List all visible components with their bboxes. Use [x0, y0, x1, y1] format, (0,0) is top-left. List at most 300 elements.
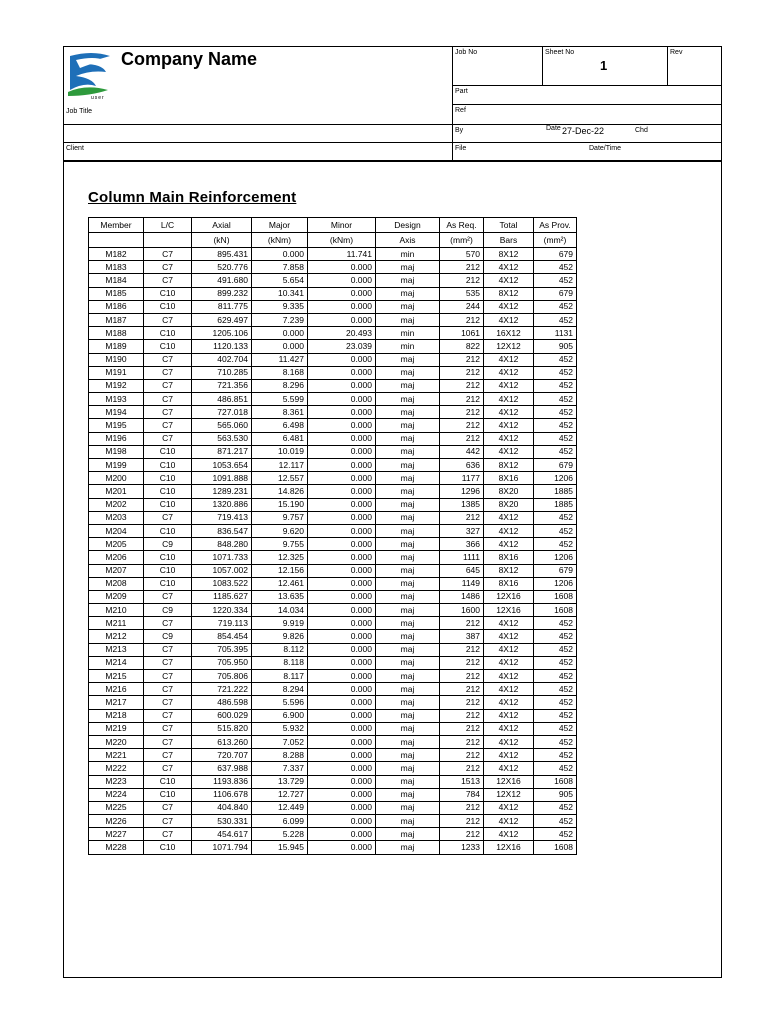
job-no-label: Job No [455, 49, 478, 56]
table-cell: 1513 [440, 775, 484, 788]
table-cell: 895.431 [192, 248, 252, 261]
table-cell: C7 [144, 274, 192, 287]
table-cell: 6.900 [252, 709, 308, 722]
table-cell: 0.000 [308, 472, 376, 485]
table-cell: C7 [144, 313, 192, 326]
table-row [89, 801, 577, 814]
table-cell: 535 [440, 287, 484, 300]
table-cell: 9.620 [252, 524, 308, 537]
table-row [89, 274, 577, 287]
table-row [89, 815, 577, 828]
table-cell: 600.029 [192, 709, 252, 722]
table-cell: 4X12 [484, 511, 534, 524]
table-cell: 0.000 [308, 841, 376, 854]
table-cell: 452 [534, 709, 577, 722]
table-cell: C10 [144, 788, 192, 801]
table-cell: maj [376, 749, 440, 762]
table-cell: 570 [440, 248, 484, 261]
table-cell: C7 [144, 511, 192, 524]
table-cell: C7 [144, 643, 192, 656]
table-cell: C10 [144, 287, 192, 300]
table-cell: 4X12 [484, 656, 534, 669]
date-value: 27-Dec-22 [562, 126, 605, 136]
table-cell: 719.113 [192, 617, 252, 630]
table-cell: 1091.888 [192, 472, 252, 485]
table-cell: 212 [440, 735, 484, 748]
table-cell: 0.000 [308, 577, 376, 590]
table-row [89, 709, 577, 722]
table-cell: 452 [534, 379, 577, 392]
table-cell: 20.493 [308, 327, 376, 340]
table-row [89, 406, 577, 419]
table-cell: C7 [144, 406, 192, 419]
table-cell: maj [376, 551, 440, 564]
column-unit: (kNm) [308, 233, 376, 248]
column-unit [89, 233, 144, 248]
column-unit: Axis [376, 233, 440, 248]
table-row [89, 340, 577, 353]
table-cell: 9.335 [252, 300, 308, 313]
table-cell: C9 [144, 538, 192, 551]
table-cell: 7.052 [252, 735, 308, 748]
table-cell: 12X16 [484, 775, 534, 788]
table-cell: 12X16 [484, 604, 534, 617]
table-cell: maj [376, 604, 440, 617]
table-cell: C9 [144, 630, 192, 643]
table-cell: 4X12 [484, 762, 534, 775]
table-row [89, 551, 577, 564]
table-cell: 0.000 [308, 445, 376, 458]
table-cell: M215 [89, 670, 144, 683]
table-cell: 0.000 [308, 617, 376, 630]
company-name: Company Name [121, 49, 258, 69]
client-label: Client [66, 145, 84, 152]
table-cell: 1149 [440, 577, 484, 590]
table-cell: M211 [89, 617, 144, 630]
table-cell: maj [376, 590, 440, 603]
table-cell: 452 [534, 393, 577, 406]
table-cell: 0.000 [308, 379, 376, 392]
table-cell: M217 [89, 696, 144, 709]
table-cell: 1083.522 [192, 577, 252, 590]
table-cell: C10 [144, 775, 192, 788]
table-cell: 1206 [534, 472, 577, 485]
table-cell: 12X16 [484, 590, 534, 603]
table-cell: 515.820 [192, 722, 252, 735]
table-cell: 212 [440, 511, 484, 524]
table-cell: 452 [534, 762, 577, 775]
table-cell: 8X12 [484, 459, 534, 472]
table-cell: M200 [89, 472, 144, 485]
table-cell: 1071.794 [192, 841, 252, 854]
table-row [89, 564, 577, 577]
table-cell: M188 [89, 327, 144, 340]
table-row [89, 327, 577, 340]
table-cell: 8X16 [484, 472, 534, 485]
table-cell: 1220.334 [192, 604, 252, 617]
table-cell: 9.755 [252, 538, 308, 551]
table-cell: 1120.133 [192, 340, 252, 353]
table-cell: C7 [144, 656, 192, 669]
table-cell: 8.294 [252, 683, 308, 696]
table-cell: 4X12 [484, 815, 534, 828]
table-cell: 4X12 [484, 683, 534, 696]
table-cell: maj [376, 313, 440, 326]
column-unit: (mm²) [440, 233, 484, 248]
table-cell: 452 [534, 524, 577, 537]
table-cell: C7 [144, 379, 192, 392]
table-cell: 4X12 [484, 379, 534, 392]
table-cell: 12.557 [252, 472, 308, 485]
table-cell: maj [376, 419, 440, 432]
table-cell: 0.000 [308, 604, 376, 617]
table-cell: 1608 [534, 590, 577, 603]
table-row [89, 735, 577, 748]
table-row [89, 749, 577, 762]
job-title-label: Job Title [66, 108, 93, 115]
table-cell: C10 [144, 327, 192, 340]
table-cell: maj [376, 801, 440, 814]
table-cell: 0.000 [308, 683, 376, 696]
table-cell: C7 [144, 617, 192, 630]
table-cell: 452 [534, 300, 577, 313]
table-cell: maj [376, 775, 440, 788]
table-cell: 0.000 [308, 313, 376, 326]
table-cell: C7 [144, 735, 192, 748]
table-cell: 1608 [534, 775, 577, 788]
table-cell: maj [376, 577, 440, 590]
table-cell: 4X12 [484, 300, 534, 313]
table-cell: 452 [534, 432, 577, 445]
table-cell: M184 [89, 274, 144, 287]
table-cell: 720.707 [192, 749, 252, 762]
table-row [89, 617, 577, 630]
table-cell: 4X12 [484, 722, 534, 735]
table-cell: 721.356 [192, 379, 252, 392]
table-cell: 452 [534, 261, 577, 274]
table-cell: 705.806 [192, 670, 252, 683]
table-cell: 452 [534, 801, 577, 814]
table-cell: 1885 [534, 498, 577, 511]
table-cell: 452 [534, 749, 577, 762]
table-cell: 1111 [440, 551, 484, 564]
table-cell: 0.000 [308, 709, 376, 722]
rev-label: Rev [670, 49, 683, 56]
table-cell: maj [376, 261, 440, 274]
table-cell: 8X16 [484, 551, 534, 564]
table-cell: 679 [534, 287, 577, 300]
table-cell: C7 [144, 683, 192, 696]
table-cell: 212 [440, 801, 484, 814]
table-row [89, 313, 577, 326]
table-cell: 452 [534, 630, 577, 643]
table-row [89, 656, 577, 669]
table-row [89, 590, 577, 603]
table-row [89, 287, 577, 300]
table-cell: M190 [89, 353, 144, 366]
by-label: By [455, 127, 464, 134]
table-cell: 1057.002 [192, 564, 252, 577]
table-cell: 0.000 [308, 590, 376, 603]
table-row [89, 459, 577, 472]
table-cell: M204 [89, 524, 144, 537]
table-cell: maj [376, 538, 440, 551]
datetime-label: Date/Time [589, 145, 622, 152]
table-cell: C7 [144, 749, 192, 762]
table-cell: C7 [144, 801, 192, 814]
table-cell: 4X12 [484, 538, 534, 551]
table-cell: 1296 [440, 485, 484, 498]
table-cell: C10 [144, 564, 192, 577]
table-cell: 1206 [534, 551, 577, 564]
table-cell: 710.285 [192, 366, 252, 379]
table-cell: 244 [440, 300, 484, 313]
table-cell: M222 [89, 762, 144, 775]
table-cell: maj [376, 353, 440, 366]
table-cell: 5.599 [252, 393, 308, 406]
table-row [89, 577, 577, 590]
table-cell: 0.000 [308, 749, 376, 762]
table-cell: M209 [89, 590, 144, 603]
table-row [89, 432, 577, 445]
table-cell: 9.919 [252, 617, 308, 630]
table-cell: 404.840 [192, 801, 252, 814]
table-cell: 4X12 [484, 353, 534, 366]
table-cell: 0.000 [308, 551, 376, 564]
table-row [89, 419, 577, 432]
table-row [89, 379, 577, 392]
table-cell: 0.000 [252, 327, 308, 340]
table-cell: 212 [440, 313, 484, 326]
table-cell: 679 [534, 248, 577, 261]
table-row [89, 828, 577, 841]
table-cell: M191 [89, 366, 144, 379]
table-row [89, 261, 577, 274]
table-cell: maj [376, 287, 440, 300]
table-cell: C10 [144, 340, 192, 353]
table-cell: 212 [440, 274, 484, 287]
column-unit: (kN) [192, 233, 252, 248]
table-cell: 452 [534, 274, 577, 287]
table-cell: maj [376, 366, 440, 379]
table-row [89, 300, 577, 313]
table-row [89, 762, 577, 775]
table-cell: 8.118 [252, 656, 308, 669]
table-cell: 8X20 [484, 485, 534, 498]
table-cell: 452 [534, 366, 577, 379]
table-cell: 10.341 [252, 287, 308, 300]
table-row [89, 393, 577, 406]
table-cell: 721.222 [192, 683, 252, 696]
table-cell: 0.000 [308, 432, 376, 445]
table-cell: M195 [89, 419, 144, 432]
table-cell: 0.000 [308, 630, 376, 643]
table-cell: min [376, 248, 440, 261]
table-cell: 0.000 [308, 393, 376, 406]
column-header: Minor [308, 218, 376, 233]
table-cell: 0.000 [308, 788, 376, 801]
table-cell: 0.000 [308, 261, 376, 274]
table-cell: maj [376, 828, 440, 841]
table-cell: maj [376, 815, 440, 828]
company-logo-icon [66, 50, 116, 98]
table-cell: 905 [534, 788, 577, 801]
column-header: Design [376, 218, 440, 233]
table-cell: 4X12 [484, 643, 534, 656]
table-cell: C7 [144, 709, 192, 722]
table-cell: 452 [534, 406, 577, 419]
table-cell: maj [376, 524, 440, 537]
table-cell: 452 [534, 670, 577, 683]
table-cell: 212 [440, 261, 484, 274]
column-header: L/C [144, 218, 192, 233]
table-cell: maj [376, 379, 440, 392]
table-cell: maj [376, 630, 440, 643]
table-row [89, 445, 577, 458]
table-cell: 212 [440, 696, 484, 709]
table-cell: C7 [144, 248, 192, 261]
table-cell: 212 [440, 683, 484, 696]
table-row [89, 472, 577, 485]
table-cell: 8.361 [252, 406, 308, 419]
table-cell: 0.000 [308, 775, 376, 788]
table-cell: 7.337 [252, 762, 308, 775]
table-cell: C7 [144, 590, 192, 603]
table-cell: M194 [89, 406, 144, 419]
table-cell: 1289.231 [192, 485, 252, 498]
table-cell: 1885 [534, 485, 577, 498]
table-cell: 4X12 [484, 696, 534, 709]
table-cell: 14.034 [252, 604, 308, 617]
table-cell: 0.000 [308, 406, 376, 419]
table-cell: 212 [440, 828, 484, 841]
table-cell: M227 [89, 828, 144, 841]
table-cell: 6.099 [252, 815, 308, 828]
table-row [89, 788, 577, 801]
table-cell: 12.156 [252, 564, 308, 577]
table-cell: M201 [89, 485, 144, 498]
table-cell: 811.775 [192, 300, 252, 313]
table-row [89, 643, 577, 656]
table-row [89, 670, 577, 683]
table-cell: 1486 [440, 590, 484, 603]
table-cell: 452 [534, 538, 577, 551]
table-cell: 565.060 [192, 419, 252, 432]
table-cell: maj [376, 406, 440, 419]
table-cell: 8.168 [252, 366, 308, 379]
table-cell: 8.288 [252, 749, 308, 762]
table-cell: 212 [440, 709, 484, 722]
table-cell: 705.950 [192, 656, 252, 669]
table-cell: 0.000 [308, 538, 376, 551]
table-cell: maj [376, 709, 440, 722]
table-cell: 727.018 [192, 406, 252, 419]
table-cell: 11.741 [308, 248, 376, 261]
calculation-sheet [63, 46, 722, 978]
table-cell: 0.000 [308, 762, 376, 775]
table-cell: M207 [89, 564, 144, 577]
table-cell: M221 [89, 749, 144, 762]
table-cell: 15.945 [252, 841, 308, 854]
table-cell: C7 [144, 762, 192, 775]
table-cell: 871.217 [192, 445, 252, 458]
table-cell: 12.325 [252, 551, 308, 564]
table-cell: 848.280 [192, 538, 252, 551]
table-cell: 629.497 [192, 313, 252, 326]
table-cell: C10 [144, 445, 192, 458]
table-cell: C10 [144, 485, 192, 498]
table-cell: M220 [89, 735, 144, 748]
table-cell: 23.039 [308, 340, 376, 353]
table-cell: 8X16 [484, 577, 534, 590]
table-cell: 784 [440, 788, 484, 801]
table-cell: maj [376, 656, 440, 669]
table-cell: 452 [534, 511, 577, 524]
table-cell: 452 [534, 696, 577, 709]
table-cell: C10 [144, 841, 192, 854]
table-cell: C9 [144, 604, 192, 617]
table-cell: 212 [440, 762, 484, 775]
table-row [89, 498, 577, 511]
table-cell: maj [376, 683, 440, 696]
table-cell: 212 [440, 353, 484, 366]
table-row [89, 538, 577, 551]
table-cell: M189 [89, 340, 144, 353]
table-cell: M196 [89, 432, 144, 445]
table-cell: maj [376, 735, 440, 748]
column-header: Major [252, 218, 308, 233]
table-cell: 366 [440, 538, 484, 551]
table-cell: 212 [440, 406, 484, 419]
table-cell: 1205.106 [192, 327, 252, 340]
table-cell: 452 [534, 445, 577, 458]
table-cell: M225 [89, 801, 144, 814]
table-cell: 9.757 [252, 511, 308, 524]
table-row [89, 524, 577, 537]
table-cell: 12X16 [484, 841, 534, 854]
table-cell: 212 [440, 643, 484, 656]
table-cell: 6.481 [252, 432, 308, 445]
table-cell: 636 [440, 459, 484, 472]
table-cell: 4X12 [484, 801, 534, 814]
table-cell: 212 [440, 656, 484, 669]
table-cell: C10 [144, 300, 192, 313]
table-cell: M208 [89, 577, 144, 590]
table-cell: 486.598 [192, 696, 252, 709]
table-cell: 8.296 [252, 379, 308, 392]
table-cell: M224 [89, 788, 144, 801]
table-cell: C10 [144, 524, 192, 537]
table-cell: maj [376, 511, 440, 524]
table-cell: 4X12 [484, 749, 534, 762]
table-row [89, 696, 577, 709]
table-cell: 836.547 [192, 524, 252, 537]
table-cell: 9.826 [252, 630, 308, 643]
table-cell: 0.000 [308, 511, 376, 524]
table-cell: 327 [440, 524, 484, 537]
table-cell: 0.000 [308, 828, 376, 841]
column-unit: Bars [484, 233, 534, 248]
table-cell: 11.427 [252, 353, 308, 366]
table-cell: 5.654 [252, 274, 308, 287]
table-cell: 637.988 [192, 762, 252, 775]
table-cell: M193 [89, 393, 144, 406]
table-cell: 212 [440, 379, 484, 392]
table-cell: 0.000 [308, 801, 376, 814]
table-cell: 212 [440, 749, 484, 762]
table-cell: 4X12 [484, 366, 534, 379]
table-cell: 212 [440, 617, 484, 630]
